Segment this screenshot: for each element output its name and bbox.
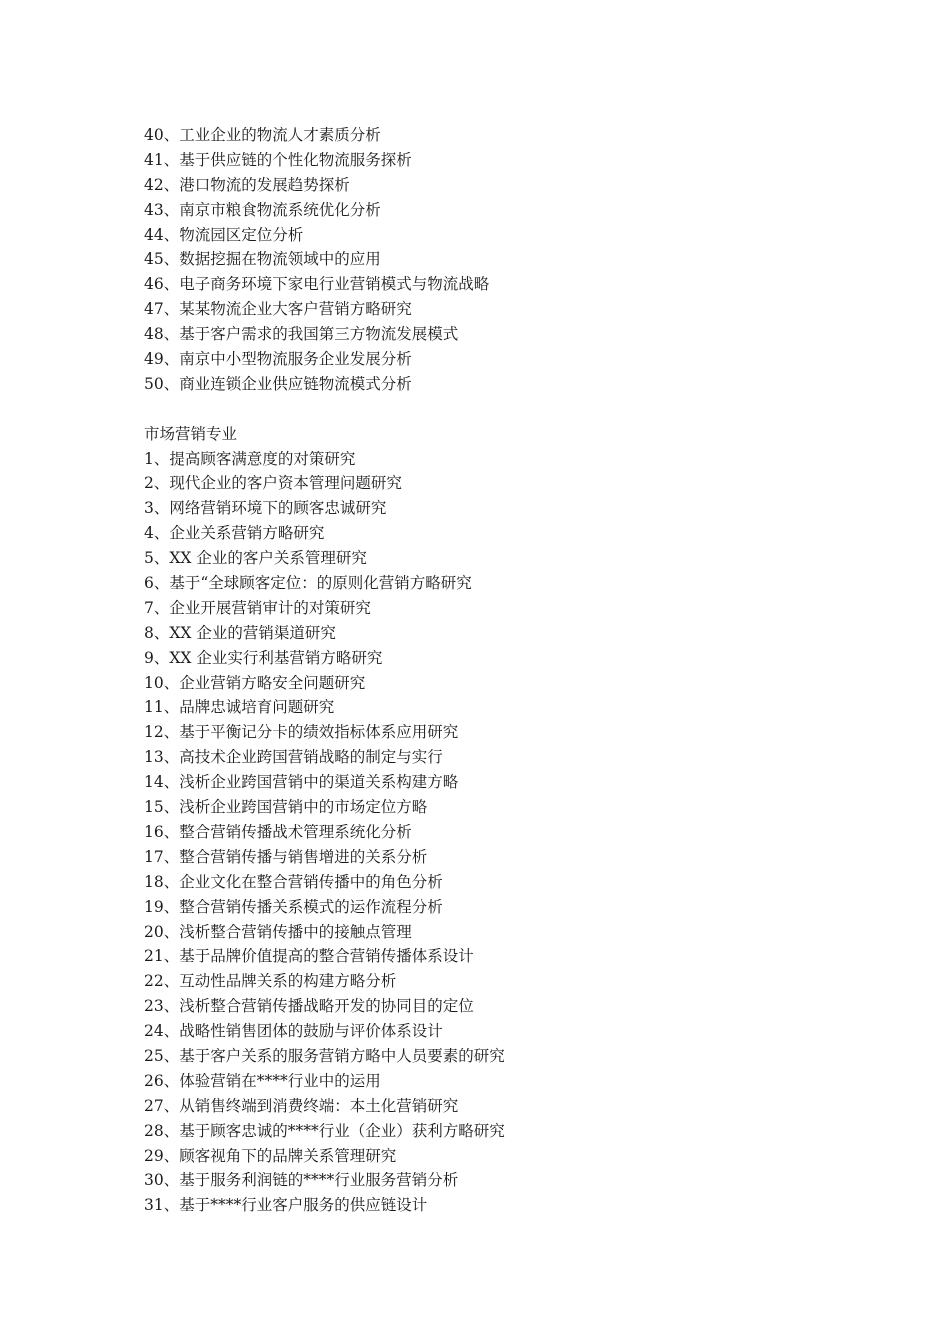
list-item: 16、整合营销传播战术管理系统化分析 [144, 822, 412, 841]
list-item: 23、浅析整合营销传播战略开发的协同目的定位 [144, 997, 474, 1016]
list-item: 5、XX 企业的客户关系管理研究 [144, 549, 367, 568]
list-item: 27、从销售终端到消费终端：本土化营销研究 [144, 1096, 459, 1115]
list-item: 24、战略性销售团体的鼓励与评价体系设计 [144, 1022, 443, 1041]
document-body [144, 123, 844, 1218]
list-item: 28、基于顾客忠诚的****行业（企业）获利方略研究 [144, 1121, 505, 1140]
list-item: 21、基于品牌价值提高的整合营销传播体系设计 [144, 947, 474, 966]
list-item: 46、电子商务环境下家电行业营销模式与物流战略 [144, 275, 490, 294]
list-item: 4、企业关系营销方略研究 [144, 524, 325, 543]
list-item: 41、基于供应链的个性化物流服务探析 [144, 150, 412, 169]
list-item: 17、整合营销传播与销售增进的关系分析 [144, 847, 428, 866]
list-item: 10、企业营销方略安全问题研究 [144, 673, 366, 692]
list-item: 25、基于客户关系的服务营销方略中人员要素的研究 [144, 1046, 505, 1065]
list-item: 42、港口物流的发展趋势探析 [144, 175, 350, 194]
marketing-topic-list [144, 447, 844, 1219]
list-item: 13、高技术企业跨国营销战略的制定与实行 [144, 748, 443, 767]
list-item: 6、基于“全球顾客定位：的原则化营销方略研究 [144, 574, 472, 593]
list-item: 18、企业文化在整合营销传播中的角色分析 [144, 872, 443, 891]
list-item: 31、基于****行业客户服务的供应链设计 [144, 1196, 428, 1215]
list-item: 22、互动性品牌关系的构建方略分析 [144, 972, 397, 991]
list-item: 20、浅析整合营销传播中的接触点管理 [144, 922, 412, 941]
list-item: 44、物流园区定位分析 [144, 225, 304, 244]
list-item: 11、品牌忠诚培育问题研究 [144, 698, 335, 717]
list-item: 9、XX 企业实行利基营销方略研究 [144, 648, 383, 667]
list-item: 45、数据挖掘在物流领域中的应用 [144, 250, 381, 269]
section-title-marketing: 市场营销专业 [144, 424, 238, 443]
list-item: 40、工业企业的物流人才素质分析 [144, 126, 381, 144]
list-item: 30、基于服务利润链的****行业服务营销分析 [144, 1171, 459, 1190]
list-item: 48、基于客户需求的我国第三方物流发展模式 [144, 325, 459, 344]
list-item: 19、整合营销传播关系模式的运作流程分析 [144, 897, 443, 916]
list-item: 49、南京中小型物流服务企业发展分析 [144, 350, 412, 369]
list-item: 12、基于平衡记分卡的绩效指标体系应用研究 [144, 723, 459, 742]
list-item: 1、提高顾客满意度的对策研究 [144, 449, 356, 468]
list-item: 14、浅析企业跨国营销中的渠道关系构建方略 [144, 773, 459, 792]
list-item: 15、浅析企业跨国营销中的市场定位方略 [144, 798, 428, 817]
list-item: 3、网络营销环境下的顾客忠诚研究 [144, 499, 387, 518]
list-item: 43、南京市粮食物流系统优化分析 [144, 200, 381, 219]
list-item: 47、某某物流企业大客户营销方略研究 [144, 300, 412, 319]
list-item: 8、XX 企业的营销渠道研究 [144, 623, 336, 642]
list-item: 50、商业连锁企业供应链物流模式分析 [144, 374, 412, 393]
logistics-topic-list [144, 123, 844, 397]
list-item: 26、体验营销在****行业中的运用 [144, 1071, 381, 1090]
list-item: 29、顾客视角下的品牌关系管理研究 [144, 1146, 397, 1165]
list-item: 7、企业开展营销审计的对策研究 [144, 598, 371, 617]
list-item: 2、现代企业的客户资本管理问题研究 [144, 474, 402, 493]
